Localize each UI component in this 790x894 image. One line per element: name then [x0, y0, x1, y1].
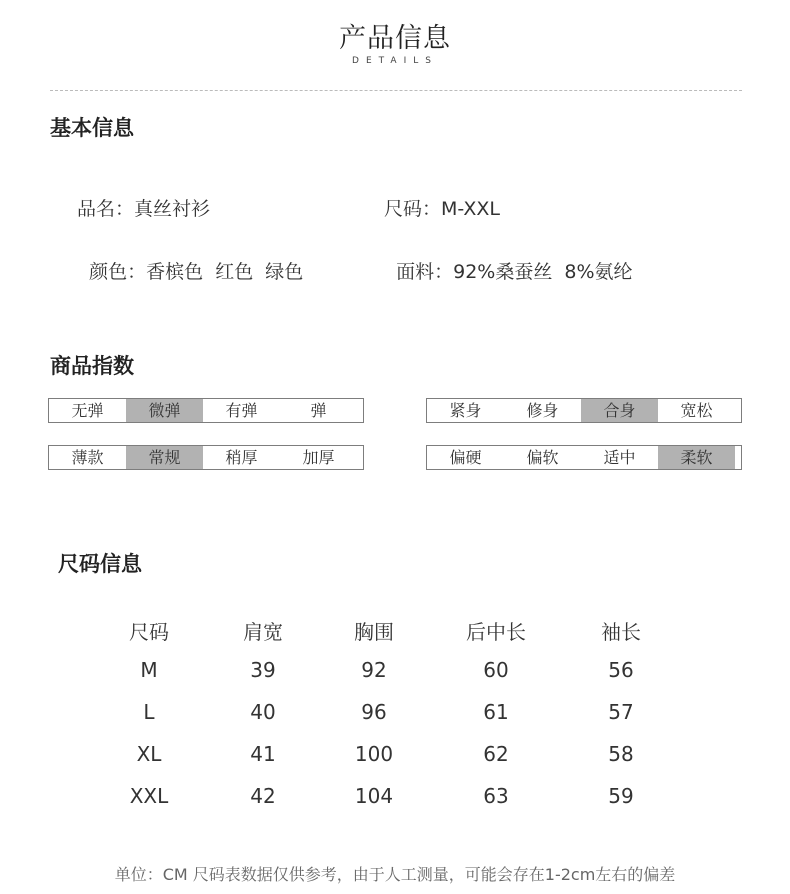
table-cell: 41	[250, 742, 276, 766]
table-cell: 39	[250, 658, 276, 682]
size-info-heading: 尺码信息	[58, 552, 142, 576]
fit-option: 宽松	[680, 401, 713, 420]
table-cell: 56	[608, 658, 634, 682]
table-cell: 92	[361, 658, 387, 682]
page-subtitle: DETAILS	[352, 56, 438, 66]
table-cell: M	[140, 658, 158, 682]
table-header: 肩宽	[243, 620, 283, 644]
fabric-value: 92%桑蚕丝 8%氨纶	[453, 261, 633, 283]
thickness-option: 稍厚	[225, 448, 258, 467]
table-cell: 104	[354, 784, 394, 808]
fabric-label: 面料：	[396, 261, 454, 283]
table-cell: 100	[354, 742, 394, 766]
softness-option: 柔软	[658, 446, 735, 469]
color-value: 香槟色 红色 绿色	[146, 261, 304, 283]
fit-option: 合身	[581, 399, 658, 422]
size-range-label: 尺码：	[384, 198, 442, 220]
table-cell: XL	[136, 742, 162, 766]
table-cell: L	[143, 700, 155, 724]
table-cell: 58	[608, 742, 634, 766]
table-header: 后中长	[466, 620, 526, 644]
fit-option: 紧身	[449, 401, 482, 420]
softness-option: 偏软	[526, 448, 559, 467]
table-cell: 63	[483, 784, 509, 808]
table-cell: 96	[361, 700, 387, 724]
thickness-option: 薄款	[71, 448, 104, 467]
measurement-note: 单位：CM 尺码表数据仅供参考，由于人工测量，可能会存在1-2cm左右的偏差	[114, 865, 676, 884]
table-cell: 61	[483, 700, 509, 724]
softness-option: 偏硬	[449, 448, 482, 467]
table-header: 胸围	[354, 620, 394, 644]
fit-option: 修身	[526, 401, 559, 420]
table-header: 尺码	[129, 620, 169, 644]
elasticity-option: 无弹	[71, 401, 104, 420]
product-index-heading: 商品指数	[50, 354, 134, 378]
softness-option: 适中	[603, 448, 636, 467]
table-header: 袖长	[601, 620, 641, 644]
table-cell: 42	[250, 784, 276, 808]
table-cell: 62	[483, 742, 509, 766]
table-cell: 60	[483, 658, 509, 682]
thickness-option: 常规	[126, 446, 203, 469]
table-cell: 40	[250, 700, 276, 724]
thickness-option: 加厚	[302, 448, 335, 467]
elasticity-option: 有弹	[225, 401, 258, 420]
color-label: 颜色：	[89, 261, 147, 283]
page-title: 产品信息	[339, 23, 451, 54]
table-cell: XXL	[129, 784, 169, 808]
product-name-label: 品名：	[77, 198, 135, 220]
table-cell: 59	[608, 784, 634, 808]
size-range-value: M-XXL	[441, 198, 500, 220]
basic-info-heading: 基本信息	[50, 116, 134, 140]
table-cell: 57	[608, 700, 634, 724]
elasticity-option: 弹	[310, 401, 327, 420]
product-name-value: 真丝衬衫	[134, 198, 211, 220]
elasticity-option: 微弹	[126, 399, 203, 422]
